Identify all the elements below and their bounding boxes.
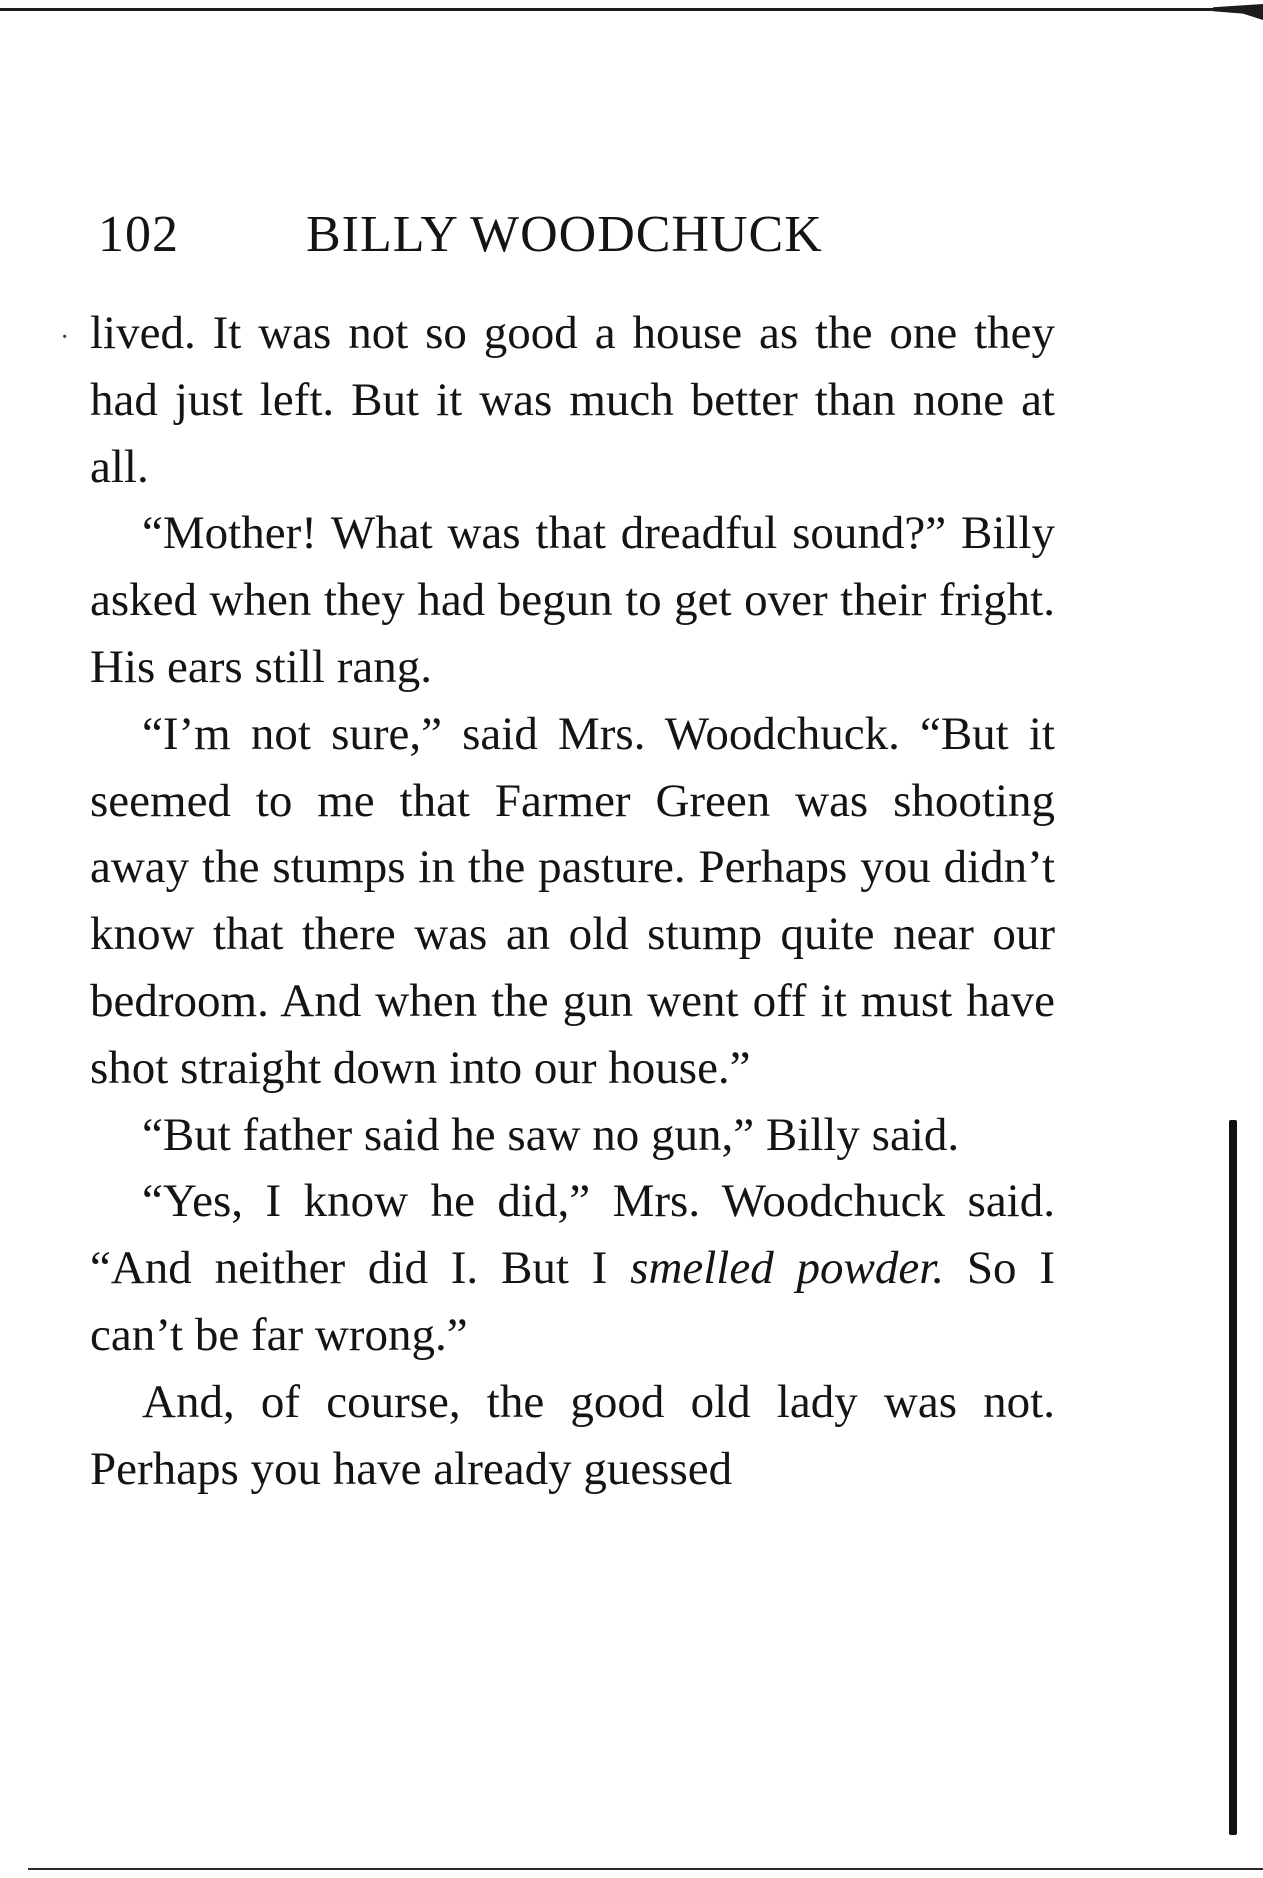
paragraph-2: “Mother! What was that dreadful sound?” Billy asked when they had begun to get over their fright. His ears still rang.: [90, 507, 1055, 693]
paragraph-1: lived. It was not so good a house as the one they had just left. But it was much better than none at all.: [90, 307, 1055, 493]
paragraph-4: “But father said he saw no gun,” Billy said.: [142, 1108, 960, 1161]
page-header: [98, 200, 1058, 270]
body-text: [90, 300, 1055, 1502]
top-rule-corner-mark: [1213, 4, 1263, 20]
page-number: 102: [98, 206, 179, 263]
paragraph-3: “I’m not sure,” said Mrs. Woodchuck. “But it seemed to me that Farmer Green was shooting away the stumps in the pasture. Perhaps you didn’t know that there was an old stump quite near our bedroom. And when the gun went off it must have shot straight down into our house.”: [90, 707, 1055, 1094]
paragraph-6: And, of course, the good old lady was not. Perhaps you have already guessed: [90, 1375, 1055, 1495]
scan-speck: ·: [60, 322, 70, 353]
top-page-edge-rule: [0, 8, 1245, 11]
binding-edge-shadow: [1229, 1120, 1237, 1835]
paragraph-5-text-after: So I can’t be far wrong.”: [90, 1242, 1055, 1361]
paragraph-5-text-before: “Yes, I know he did,” Mrs. Woodchuck said. “And neither did I. But I: [90, 1175, 1055, 1295]
paragraph-5-emphasis: smelled powder.: [630, 1242, 945, 1295]
running-head-title: BILLY WOODCHUCK: [306, 206, 823, 263]
bottom-page-edge-rule: [28, 1868, 1263, 1870]
paragraph-5: [90, 1168, 1055, 1368]
